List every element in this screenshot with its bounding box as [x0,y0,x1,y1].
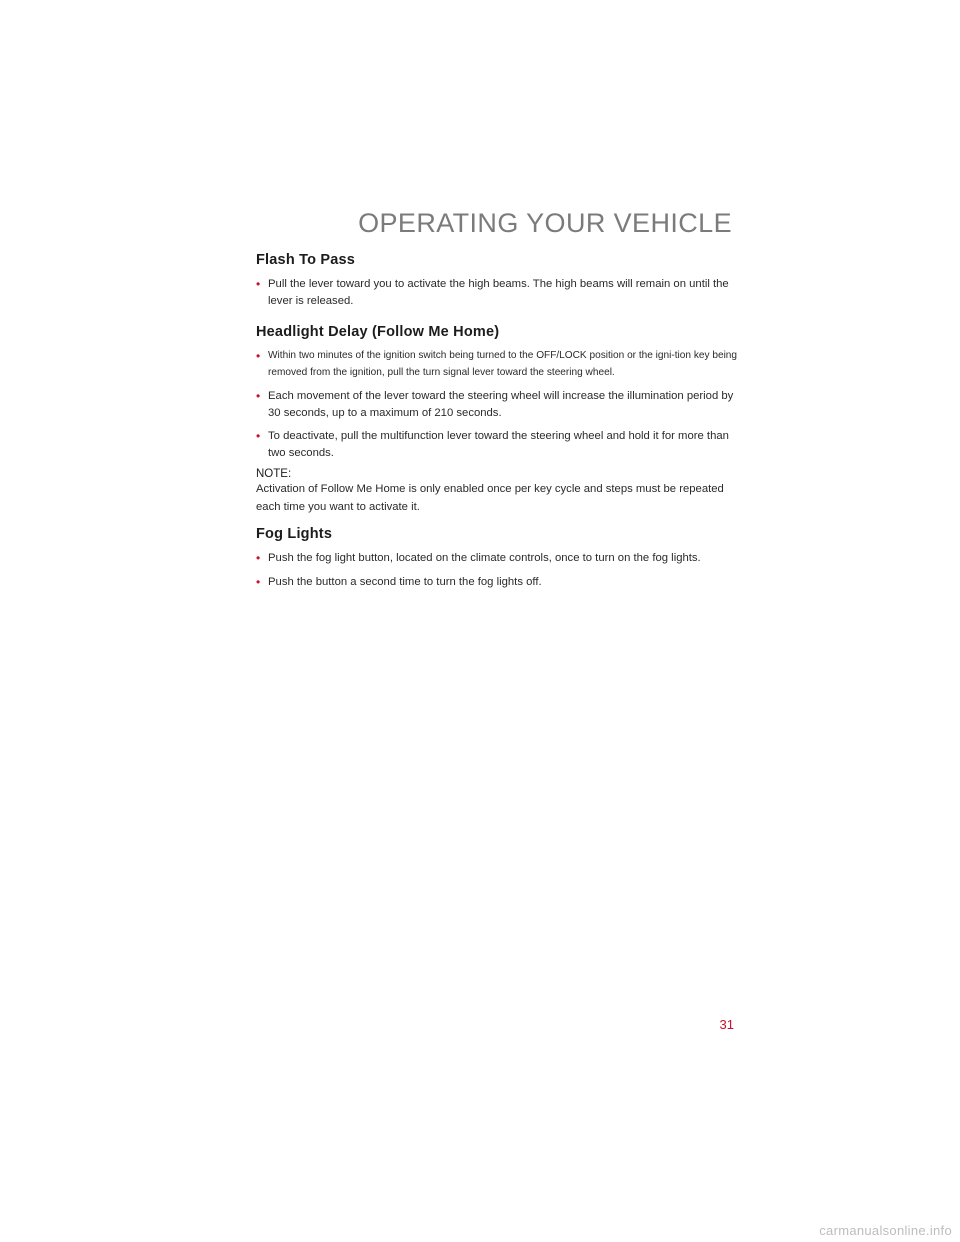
section-title: OPERATING YOUR VEHICLE [358,208,732,238]
list-item [256,276,738,309]
bullet-text: Pull the lever toward you to activate the high beams. The high beams will remain on until the lever is released. [268,278,729,307]
bullet-list [256,348,738,461]
bullet-icon: • [256,429,261,443]
bullet-text: Each movement of the lever toward the steering wheel will increase the illumination period by 30 seconds, up to a maximum of 210 seconds. [268,390,734,419]
bullet-icon: • [256,277,261,291]
bullet-icon: • [256,389,261,403]
list-item [256,388,738,421]
list-item [256,574,738,591]
bullet-list [256,276,738,309]
list-item [256,428,738,461]
bullet-text: Within two minutes of the ignition switch being turned to the OFF/LOCK position or the igni-tion key being removed from the ignition, pull the turn signal lever toward the steering wheel. [268,350,738,378]
heading-fog-lights: Fog Lights [256,526,333,542]
page-number: 31 [719,1017,734,1032]
bullet-text: To deactivate, pull the multifunction lever toward the steering wheel and hold it for more than two seconds. [268,430,729,459]
watermark: carmanualsonline.info [819,1223,952,1238]
list-item [256,348,738,381]
bullet-list [256,550,738,590]
bullet-icon: • [256,349,261,363]
bullet-text: Push the button a second time to turn the fog lights off. [268,575,542,588]
page-content [256,252,738,597]
bullet-text: Push the fog light button, located on the climate controls, once to turn on the fog lights. [268,552,701,564]
note-label: NOTE: [256,468,292,480]
heading-flash-to-pass: Flash To Pass [256,252,356,268]
bullet-icon: • [256,574,261,589]
bullet-icon: • [256,551,261,565]
list-item [256,550,738,567]
heading-headlight-delay: Headlight Delay (Follow Me Home) [256,324,500,340]
note-text: Activation of Follow Me Home is only enabled once per key cycle and steps must be repeated each time you want to activate it. [256,483,724,513]
